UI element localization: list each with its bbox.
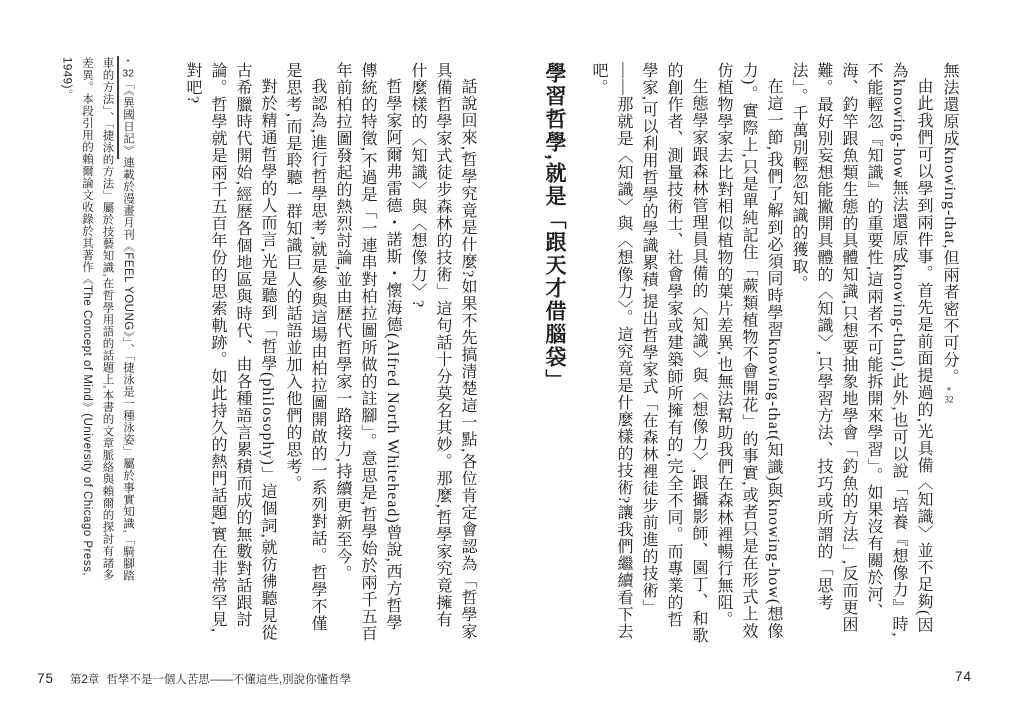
paragraph	[936, 62, 962, 644]
paragraph: 話說回來,哲學究竟是什麼?如果不先搞清楚這一點,各位肯定會認為「哲學家具備哲學家式徒步森林的技術」這句話十分莫名其妙。那麼,哲學家究竟擁有什麼樣的〈知識〉與〈想像力〉?	[409, 62, 476, 641]
footnote-32	[56, 57, 138, 589]
footnote-text: 「《異國日記》連載於漫畫月刊《FEEL YOUNG》」、「捷泳是一種泳姿」屬於事實知識,「騎腳踏車的方法」、「捷泳的方法」屬於技藝知識,在哲學用語的話題上,本書的文章脈絡與賴爾的探討有諸多差異。本段引用的賴爾論文收錄於其著作《The Concept of Mind》(University of Chicago Press, 1949)。	[60, 57, 134, 582]
page-74-content	[539, 62, 962, 644]
paragraph: 生態學家跟森林管理員具備的〈知識〉與〈想像力〉,跟攝影師、園丁、和歌的創作者、測量技術士、社會學家或建築師所擁有的,完全不同。而專業的哲學家,可以利用哲學的學識累積,提出哲學家式「在森林裡徒步前進的技術」——那就是〈知識〉與〈想像力〉。這究竟是什麼樣的技術?讓我們繼續看下去吧。	[590, 62, 707, 644]
paragraph: 由此我們可以學到兩件事。首先是前面提過的,光具備〈知識〉並不足夠(因為knowing-how無法還原成knowing-that),此外,也可以說「培養『想像力』時,不能輕忽『知識』的重要性,這兩者不可能拆開來學習」。如果沒有關於河、海、釣竿跟魚類生態的具體知識,只想要抽象地學會「釣魚的方法」,反而更困難。最好別妄想能撇開具體的〈知識〉,只學習方法、技巧或所謂的「思考法」。千萬別輕忽知識的獲取。	[790, 62, 932, 638]
footnote-ref-number: 32	[944, 395, 954, 405]
chapter-number: 第2章	[70, 674, 100, 686]
footnote-marker-star: *	[123, 57, 133, 68]
page-footer-left	[37, 671, 351, 687]
page-75-content	[180, 62, 480, 644]
page-number-75: 75	[37, 671, 55, 686]
chapter-title: 哲學不是一個人苦思——不懂這些,別說你懂哲學	[106, 674, 352, 686]
paragraph-text: 無法還原成knowing-that,但兩者密不可分。	[941, 62, 958, 386]
footnote-marker-number: 32	[122, 67, 134, 78]
footnote-ref-32	[944, 385, 954, 404]
section-heading: 學習哲學,就是「跟天才借腦袋」	[543, 62, 566, 392]
paragraph: 對於精通哲學的人而言,光是聽到「哲學(philosophy)」這個詞,就彷彿聽見從古希臘時代開始,經歷各個地區與時代、由各種語言累積而成的無數對話跟討論。哲學就是兩千五百年份的思索軌跡。如此持久的熱門話題,實在非常罕見,對吧?	[184, 62, 276, 641]
page-number-74: 74	[954, 669, 972, 684]
paragraph: 我認為,進行哲學思考,就是參與這場由柏拉圖開啟的一系列對話。哲學不僅是思考,而是聆聽一群知識巨人的話語並加入他們的思考。	[284, 62, 326, 632]
footnote-separator-rule	[117, 56, 119, 159]
paragraph: 哲學家阿爾弗雷德・諾斯・懷海德(Alfred North Whitehead)曾說,西方哲學傳統的特徵,不過是「一連串對柏拉圖所做的註腳」。意思是,哲學始於兩千五百年前柏拉圖發起的熱烈討論,並由歷代哲學家一路接力,持續更新至今。	[334, 62, 401, 642]
paragraph: 在這一節,我們了解到必須同時學習knowing-that(知識)與knowing-how(想像力)。實際上,只是單純記住「蕨類植物不會開花」的事實,或者只是在形式上效仿植物學家去比對相似植物的葉片差異,也無法幫助我們在森林裡暢行無阻。	[715, 62, 782, 640]
chapter-label	[70, 671, 351, 687]
footnote-ref-star: *	[944, 385, 954, 396]
